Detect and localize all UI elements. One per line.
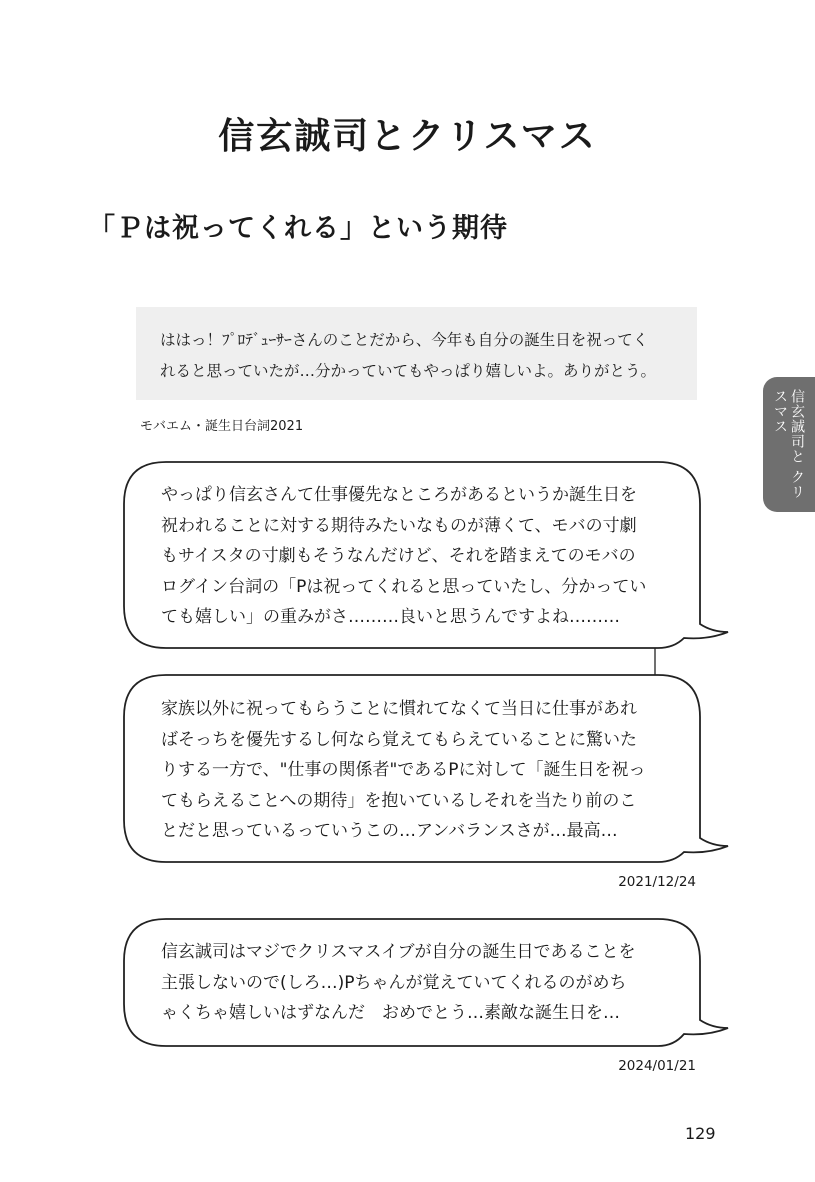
- post-line: 主張しないので(しろ…)Pちゃんが覚えていてくれるのがめち: [161, 972, 627, 993]
- quote-source: モバエム・誕生日台詞2021: [140, 419, 304, 434]
- post-line: ても嬉しい」の重みがさ………良いと思うんですよね………: [161, 607, 620, 627]
- post-line: 信玄誠司はマジでクリスマスイブが自分の誕生日であることを: [161, 942, 636, 962]
- post-line: やっぱり信玄さんて仕事優先なところがあるというか誕生日を: [161, 485, 637, 505]
- quote-line: ははっ！ﾌﾟﾛﾃﾞｭｰｻｰさんのことだから、今年も自分の誕生日を祝ってく: [160, 331, 649, 349]
- post-line: とだと思っているっていうこの…アンバランスさが…最高…: [161, 821, 618, 841]
- post-line: ばそっちを優先するし何なら覚えてもらえていることに驚いた: [161, 729, 637, 750]
- post-line: もサイスタの寸劇もそうなんだけど、それを踏まえてのモバの: [161, 546, 636, 566]
- post-line: てもらえることへの期待」を抱いているしそれを当たり前のこ: [161, 790, 637, 811]
- post-line: 家族以外に祝ってもらうことに慣れてなくて当日に仕事があれ: [161, 699, 637, 719]
- post-3-date: 2024/01/21: [618, 1058, 696, 1074]
- post-line: ゃくちゃ嬉しいはずなんだ おめでとう…素敵な誕生日を…: [161, 1003, 620, 1023]
- chapter-side-tab-label: 信玄誠司と クリスマス: [772, 389, 805, 500]
- post-line: ログイン台詞の「Pは祝ってくれると思っていたし、分かってい: [161, 576, 647, 597]
- post-1-text: [161, 480, 646, 633]
- post-line: 祝われることに対する期待みたいなものが薄くて、モバの寸劇: [161, 515, 637, 536]
- section-heading: 「Ｐは祝ってくれる」という期待: [88, 213, 508, 244]
- post-3-text: [161, 937, 635, 1029]
- page-title: 信玄誠司とクリスマス: [218, 116, 597, 157]
- post-2-date: 2021/12/24: [618, 874, 696, 890]
- post-2-text: [161, 694, 646, 847]
- page-number: 129: [685, 1124, 716, 1143]
- post-line: りする一方で、"仕事の関係者"であるPに対して「誕生日を祝っ: [161, 760, 646, 780]
- quote-line: れると思っていたが…分かっていてもやっぱり嬉しいよ。ありがとう。: [160, 362, 657, 380]
